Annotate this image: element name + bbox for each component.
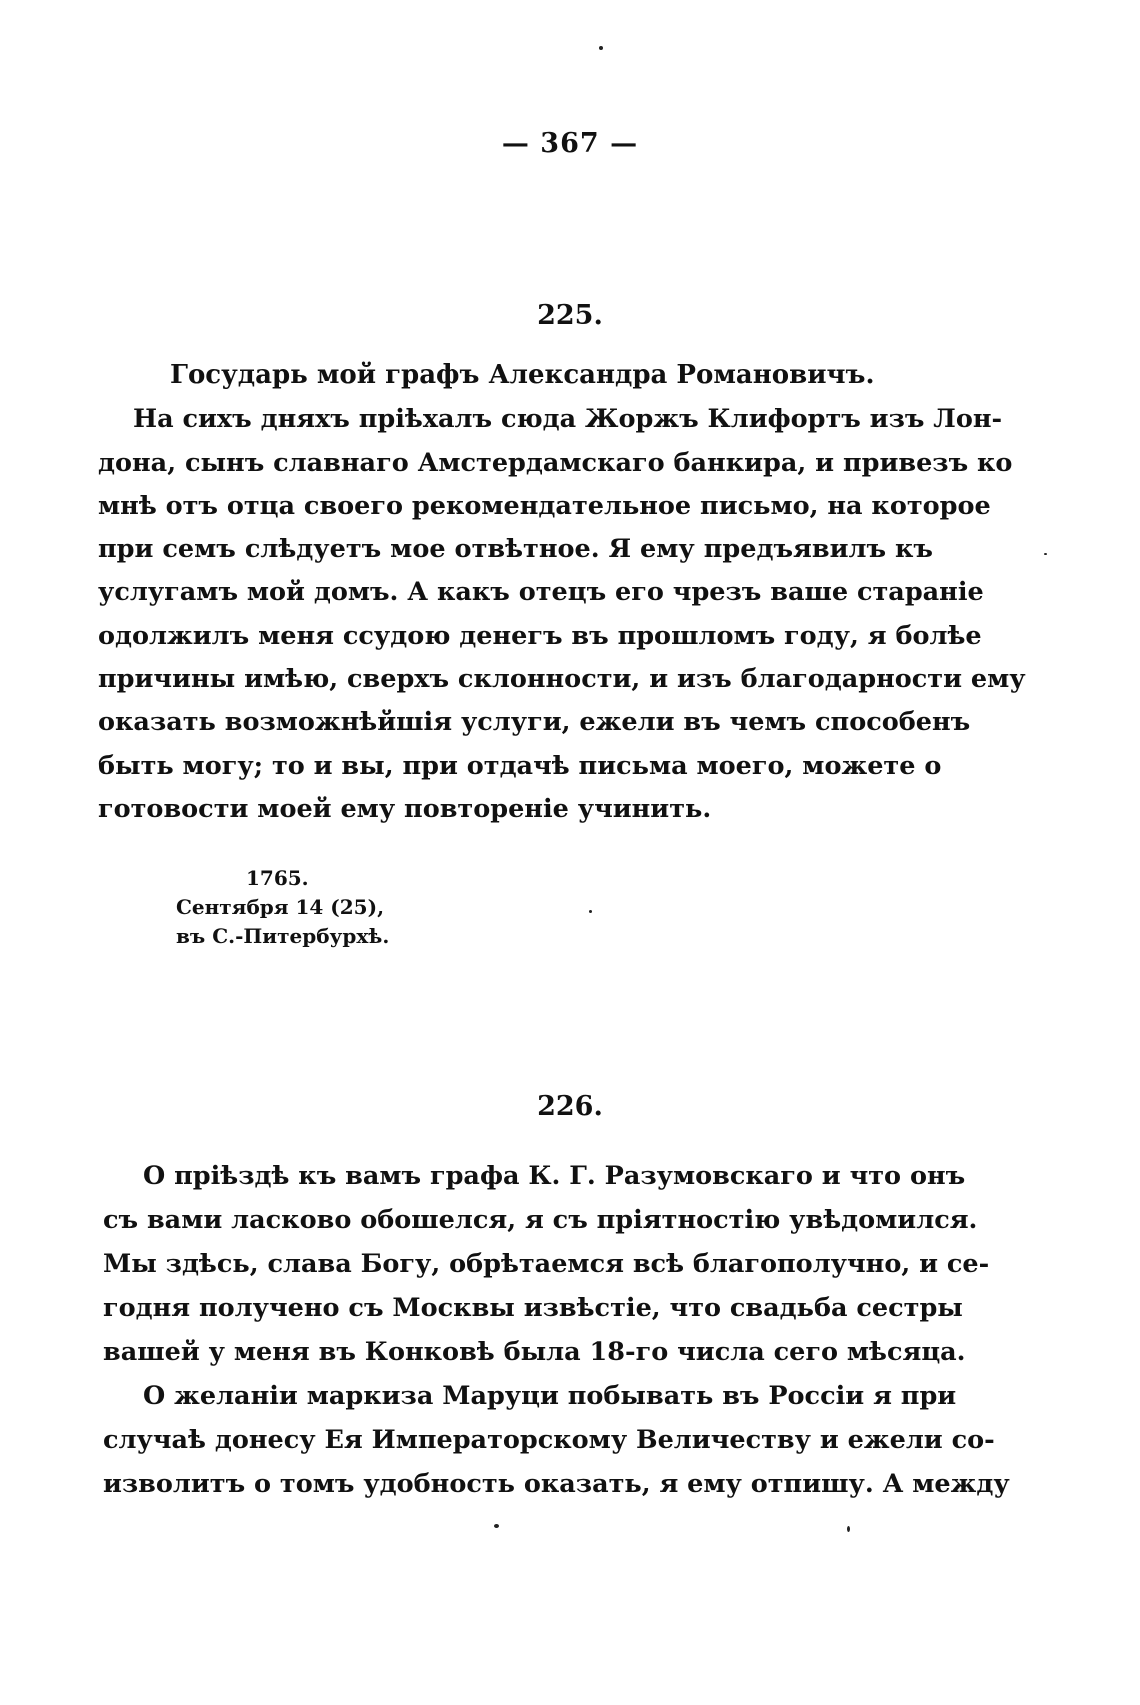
- letter-line: Мы здѣсь, слава Богу, обрѣтаемся всѣ благополучно, и се-: [103, 1249, 990, 1279]
- letter-line: вашей у меня въ Конковѣ была 18-го числа сего мѣсяца.: [103, 1337, 966, 1367]
- speck-mark: [1044, 553, 1047, 555]
- letter-number-226: 226.: [537, 1091, 603, 1122]
- letter-line: готовости моей ему повтореніе учинить.: [98, 794, 712, 824]
- speck-mark: [599, 46, 603, 50]
- speck-mark: [847, 1526, 850, 1532]
- letter-line: случаѣ донесу Ея Императорскому Величеству и ежели со-: [103, 1425, 995, 1455]
- letter-line: услугамъ мой домъ. А какъ отецъ его чрезъ ваше стараніе: [98, 577, 984, 607]
- letter-line: оказать возможнѣйшія услуги, ежели въ чемъ способенъ: [98, 707, 971, 737]
- letter-line: О желаніи маркиза Маруци побывать въ Россіи я при: [143, 1381, 957, 1411]
- letter-line: На сихъ дняхъ пріѣхалъ сюда Жоржъ Клифортъ изъ Лон-: [133, 404, 1003, 434]
- page-number: — 367 —: [501, 128, 639, 159]
- date-day: Сентября 14 (25),: [176, 895, 385, 919]
- letter-number-225: 225.: [537, 300, 603, 331]
- speck-mark: [494, 1524, 499, 1528]
- letter-line: мнѣ отъ отца своего рекомендательное письмо, на которое: [98, 491, 991, 521]
- date-place: въ С.-Питербурхѣ.: [176, 924, 390, 948]
- speck-mark: [589, 910, 592, 913]
- letter-line: О пріѣздѣ къ вамъ графа К. Г. Разумовскаго и что онъ: [143, 1161, 966, 1191]
- letter-line: одолжилъ меня ссудою денегъ въ прошломъ году, я болѣе: [98, 621, 982, 651]
- letter-line: причины имѣю, сверхъ склонности, и изъ благодарности ему: [98, 664, 1026, 694]
- letter-line: годня получено съ Москвы извѣстіе, что свадьба сестры: [103, 1293, 963, 1323]
- letter-salutation: Государь мой графъ Александра Романовичъ.: [170, 360, 875, 390]
- letter-line: изволитъ о томъ удобность оказать, я ему отпишу. А между: [103, 1469, 1010, 1499]
- letter-line: дона, сынъ славнаго Амстердамскаго банкира, и привезъ ко: [98, 448, 1013, 478]
- date-year: 1765.: [246, 866, 309, 890]
- letter-line: быть могу; то и вы, при отдачѣ письма моего, можете о: [98, 751, 942, 781]
- letter-line: при семъ слѣдуетъ мое отвѣтное. Я ему предъявилъ къ: [98, 534, 933, 564]
- letter-line: съ вами ласково обошелся, я съ пріятностію увѣдомился.: [103, 1205, 978, 1235]
